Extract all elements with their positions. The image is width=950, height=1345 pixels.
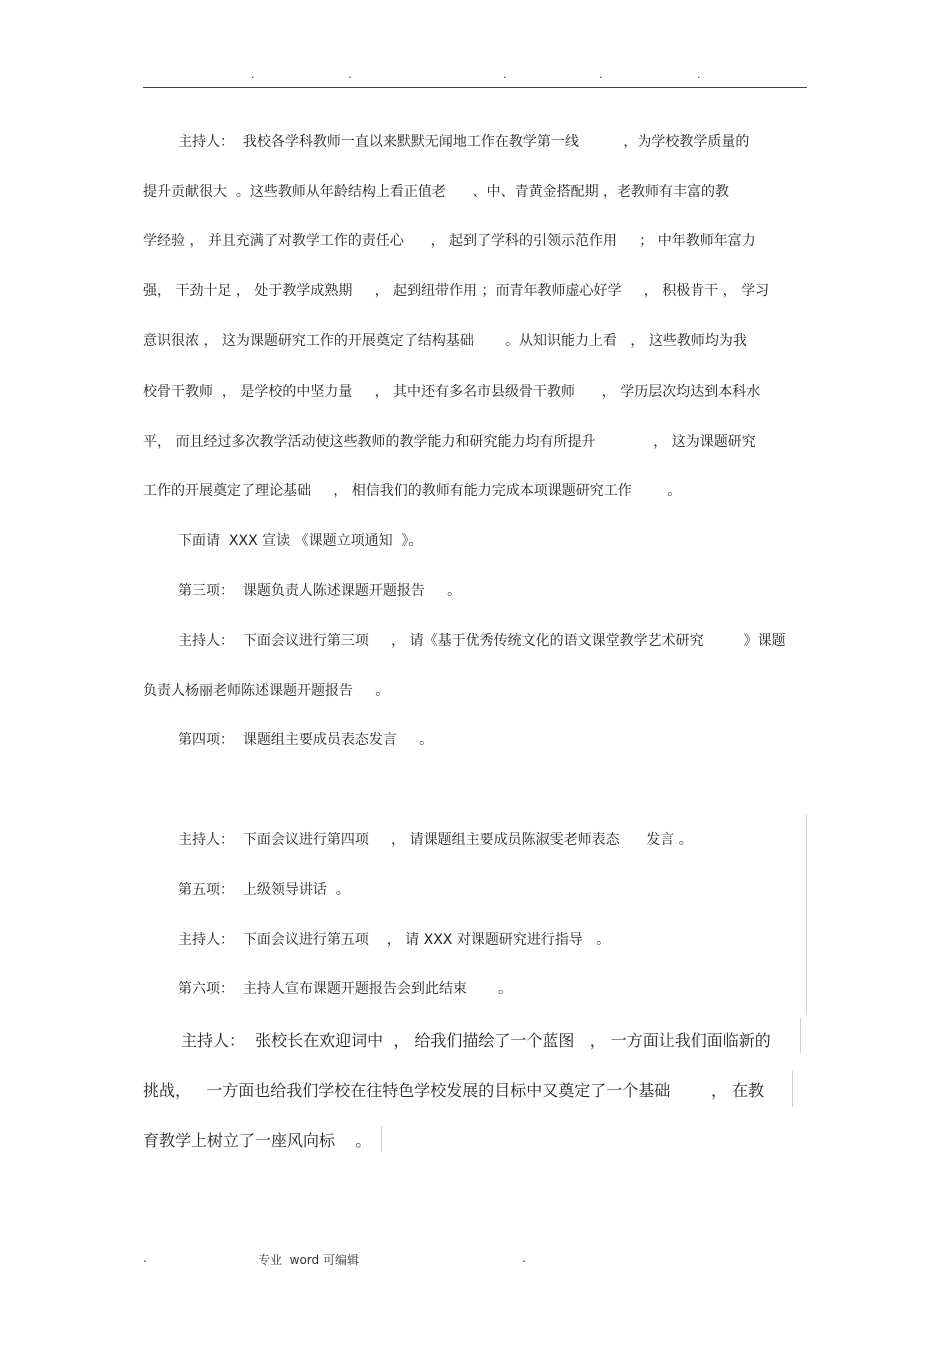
text-line: 第三项： 课题负责人陈述课题开题报告 。: [178, 583, 462, 599]
text-line: 主持人： 下面会议进行第三项 ， 请《基于优秀传统文化的语文课堂教学艺术研究 》课题: [178, 633, 786, 649]
header-dot: .: [348, 68, 352, 81]
text-line: 主持人： 我校各学科教师一直以来默默无闻地工作在教学第一线 ，为学校教学质量的: [178, 134, 750, 150]
text-line: 主持人： 下面会议进行第五项 ， 请 XXX 对课题研究进行指导 。: [178, 932, 611, 948]
page-footer: [0, 1251, 950, 1271]
header-dots: [0, 68, 950, 82]
header-dot: .: [503, 68, 507, 81]
text-frame-border: [806, 814, 807, 1014]
text-line: 育教学上树立了一座风向标 。: [143, 1131, 372, 1150]
header-dot: .: [251, 68, 255, 81]
text-line: 下面请 XXX 宣读 《课题立项通知 》。: [178, 533, 423, 549]
header-dot: .: [599, 68, 603, 81]
footer-text: 专业 word 可编辑: [258, 1253, 359, 1267]
text-line: 第六项： 主持人宣布课题开题报告会到此结束 。: [178, 981, 513, 997]
text-line: 学经验 ， 并且充满了对教学工作的责任心 ， 起到了学科的引领示范作用 ； 中年教师年富力: [143, 233, 756, 249]
text-line: 第四项： 课题组主要成员表态发言 。: [178, 732, 434, 748]
text-frame-border: [792, 1071, 793, 1107]
text-line: 提升贡献很大 。这些教师从年龄结构上看正值老 、中、青黄金搭配期 ，老教师有丰富的教: [143, 184, 730, 200]
footer-dot-left: .: [143, 1251, 147, 1265]
text-line: 主持人： 张校长在欢迎词中 ， 给我们描绘了一个蓝图 ， 一方面让我们面临新的: [181, 1031, 771, 1050]
text-line: 强， 干劲十足 ， 处于教学成熟期 ， 起到纽带作用 ；而青年教师虚心好学 ， 积极肯干 ， 学习: [143, 283, 770, 299]
header-rule: [143, 87, 807, 88]
text-line: 第五项： 上级领导讲话 。: [178, 882, 350, 898]
header-dot: .: [697, 68, 701, 81]
text-line: 挑战， 一方面也给我们学校在往特色学校发展的目标中又奠定了一个基础 ， 在教: [143, 1081, 765, 1100]
footer-dot-right: .: [522, 1251, 526, 1265]
text-line: 工作的开展奠定了理论基础 ， 相信我们的教师有能力完成本项课题研究工作 。: [143, 483, 682, 499]
text-line: 校骨干教师 ， 是学校的中坚力量 ， 其中还有多名市县级骨干教师 ， 学历层次均达到本科水: [143, 384, 761, 400]
text-frame-border: [381, 1126, 382, 1152]
text-line: 负责人杨丽老师陈述课题开题报告 。: [143, 683, 390, 699]
text-frame-border: [800, 1018, 801, 1053]
text-line: 主持人： 下面会议进行第四项 ， 请课题组主要成员陈淑雯老师表态 发言 。: [178, 832, 693, 848]
text-line: 意识很浓 ， 这为课题研究工作的开展奠定了结构基础 。从知识能力上看 ， 这些教师均为我: [143, 333, 747, 349]
text-line: 平， 而且经过多次教学活动使这些教师的教学能力和研究能力均有所提升 ， 这为课题研究: [143, 434, 756, 450]
